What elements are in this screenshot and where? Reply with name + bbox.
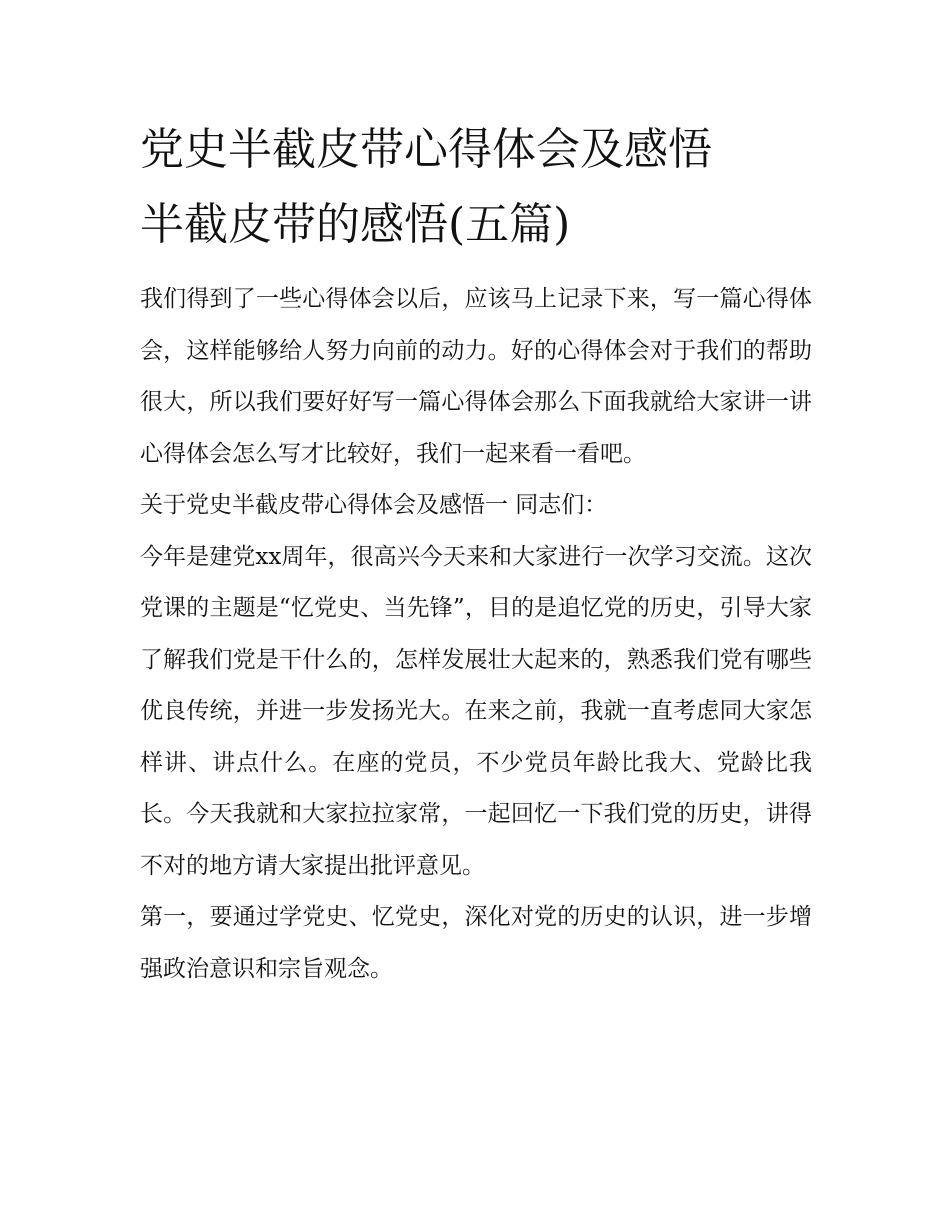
point-one-paragraph: 第一，要通过学党史、忆党史，深化对党的历史的认识，进一步增强政治意识和宗旨观念。 — [140, 904, 812, 982]
title-line-2: 半截皮带的感悟(五篇) — [140, 199, 571, 250]
intro-paragraph: 我们得到了一些心得体会以后，应该马上记录下来，写一篇心得体会，这样能够给人努力向前的动力。好的心得体会对于我们的帮助很大，所以我们要好好写一篇心得体会那么下面我就给大家讲一讲心得体会怎么写才比较好，我们一起来看一看吧。 — [140, 286, 812, 467]
document-body — [140, 112, 812, 995]
body-paragraph: 今年是建党xx周年，很高兴今天来和大家进行一次学习交流。这次党课的主题是“忆党史、当先锋”，目的是追忆党的历史，引导大家了解我们党是干什么的，怎样发展壮大起来的，熟悉我们党有哪些优良传统，并进一步发扬光大。在来之前，我就一直考虑同大家怎样讲、讲点什么。在座的党员，不少党员年龄比我大、党龄比我长。今天我就和大家拉拉家常，一起回忆一下我们党的历史，讲得不对的地方请大家提出批评意见。 — [140, 543, 812, 879]
document-title — [140, 112, 812, 262]
title-line-1: 党史半截皮带心得体会及感悟 — [140, 124, 712, 175]
section-heading-paragraph: 关于党史半截皮带心得体会及感悟一 同志们： — [140, 492, 608, 518]
